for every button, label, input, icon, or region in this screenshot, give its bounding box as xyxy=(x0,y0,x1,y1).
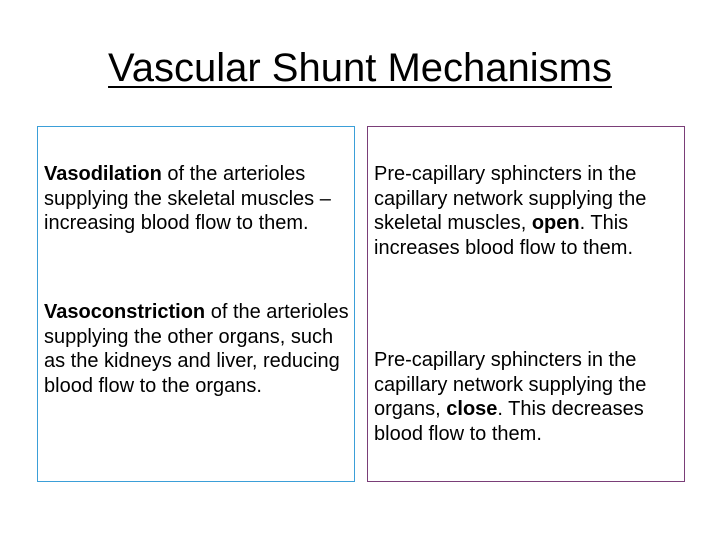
sphincter-open-effect: . This increases blood flow to them. xyxy=(374,212,634,259)
vasodilation-term: Vasodilation xyxy=(44,163,162,185)
sphincter-close-paragraph xyxy=(374,348,682,446)
sphincter-close-term: close xyxy=(446,398,498,420)
vasodilation-paragraph xyxy=(44,162,352,236)
sphincter-response-box xyxy=(367,126,685,482)
vasoconstriction-term: Vasoconstriction xyxy=(44,301,206,323)
sphincter-open-paragraph xyxy=(374,162,682,260)
vessel-response-box xyxy=(37,126,355,482)
vasoconstriction-paragraph xyxy=(44,300,352,398)
sphincter-open-intro: Pre-capillary sphincters in the capillary network supplying the skeletal muscles, xyxy=(374,163,647,234)
vasodilation-description: of the arterioles supplying the skeletal muscles – increasing blood flow to them. xyxy=(44,163,331,234)
sphincter-close-effect: . This decreases blood flow to them. xyxy=(374,398,644,445)
sphincter-close-intro: Pre-capillary sphincters in the capillary network supplying the organs, xyxy=(374,349,647,420)
sphincter-open-term: open xyxy=(531,212,580,234)
slide-title: Vascular Shunt Mechanisms xyxy=(108,46,612,90)
vasoconstriction-description: of the arterioles supplying the other organs, such as the kidneys and liver, reducing blood flow to the organs. xyxy=(44,301,349,397)
